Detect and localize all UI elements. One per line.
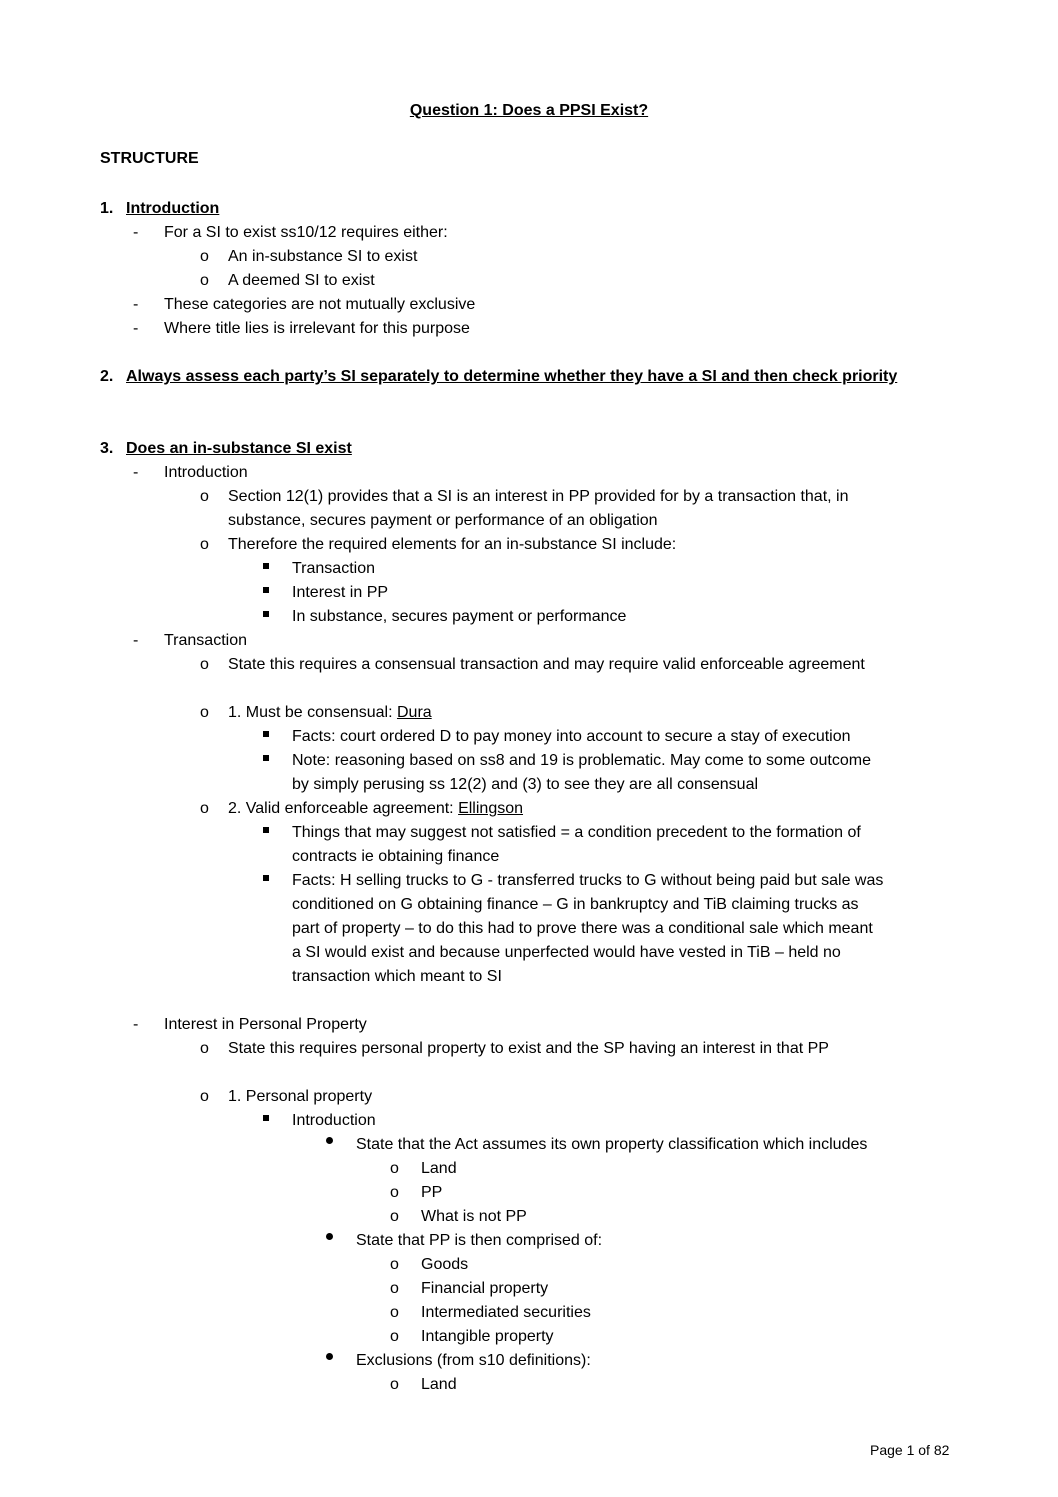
element-3: In substance, secures payment or performance <box>292 608 627 625</box>
element-2: Interest in PP <box>292 584 389 601</box>
s3-intro-b: Therefore the required elements for an in-substance SI include: <box>228 536 677 553</box>
page-title: Question 1: Does a PPSI Exist? <box>409 102 649 119</box>
s1-line-5: Where title lies is irrelevant for this purpose <box>164 320 470 337</box>
s1-line-3: A deemed SI to exist <box>228 272 375 289</box>
transaction-a: State this requires a consensual transaction and may require valid enforceable agreement <box>228 656 865 673</box>
circle-bullet: o <box>390 1328 399 1345</box>
square-bullet <box>263 563 269 569</box>
section-3-heading: 3. Does an in-substance SI exist <box>100 440 352 457</box>
s1-line-1: For a SI to exist ss10/12 requires either: <box>164 224 448 241</box>
square-bullet <box>263 611 269 617</box>
classification-1: Land <box>421 1160 457 1177</box>
s1-line-4: These categories are not mutually exclusive <box>164 296 476 313</box>
square-bullet <box>263 587 269 593</box>
exclusions-line: Exclusions (from s10 definitions): <box>356 1352 591 1369</box>
structure-heading: STRUCTURE <box>100 150 199 167</box>
case-ellingson: Ellingson <box>458 800 524 817</box>
classification-line: State that the Act assumes its own property classification which includes <box>356 1136 868 1153</box>
transaction-b-1: Facts: court ordered D to pay money into account to secure a stay of execution <box>292 728 851 745</box>
interest-pp-a: State this requires personal property to exist and the SP having an interest in that PP <box>228 1040 829 1057</box>
square-bullet <box>263 827 269 833</box>
circle-bullet: o <box>200 800 209 817</box>
circle-bullet: o <box>390 1208 399 1225</box>
dash-bullet: - <box>133 1016 139 1033</box>
interest-pp-b: 1. Personal property <box>228 1088 373 1105</box>
dash-bullet: - <box>133 320 139 337</box>
round-bullet <box>326 1137 333 1144</box>
s3-intro-a-line-1: Section 12(1) provides that a SI is an interest in PP provided for by a transaction that, in <box>228 488 849 505</box>
s3-intro: Introduction <box>164 464 248 481</box>
dash-bullet: - <box>133 632 139 649</box>
interest-pp-heading: Interest in Personal Property <box>164 1016 367 1033</box>
circle-bullet: o <box>390 1256 399 1273</box>
circle-bullet: o <box>390 1304 399 1321</box>
circle-bullet: o <box>390 1160 399 1177</box>
square-bullet <box>263 1115 269 1121</box>
circle-bullet: o <box>390 1280 399 1297</box>
transaction-c-1-line-2: contracts ie obtaining finance <box>292 848 500 865</box>
circle-bullet: o <box>200 248 209 265</box>
composition-2: Financial property <box>421 1280 549 1297</box>
transaction-c-2-line-4: a SI would exist and because unperfected would have vested in TiB – held no <box>292 944 841 961</box>
page-number: Page 1 of 82 <box>870 1442 950 1458</box>
square-bullet <box>263 731 269 737</box>
composition-3: Intermediated securities <box>421 1304 591 1321</box>
circle-bullet: o <box>200 488 209 505</box>
composition-1: Goods <box>421 1256 469 1273</box>
transaction-b-2-line-2: by simply perusing ss 12(2) and (3) to see they are all consensual <box>292 776 759 793</box>
round-bullet <box>326 1233 333 1240</box>
dash-bullet: - <box>133 224 139 241</box>
circle-bullet: o <box>200 704 209 721</box>
composition-4: Intangible property <box>421 1328 554 1345</box>
classification-3: What is not PP <box>421 1208 527 1225</box>
circle-bullet: o <box>200 536 209 553</box>
classification-2: PP <box>421 1184 443 1201</box>
transaction-c-2-line-2: conditioned on G obtaining finance – G in bankruptcy and TiB claiming trucks as <box>292 896 859 913</box>
transaction-heading: Transaction <box>164 632 247 649</box>
exclusion-1: Land <box>421 1376 457 1393</box>
case-dura: Dura <box>396 704 432 721</box>
s3-intro-a-line-2: substance, secures payment or performance of an obligation <box>228 512 658 529</box>
dash-bullet: - <box>133 464 139 481</box>
transaction-b: 1. Must be consensual: Dura <box>228 704 432 721</box>
transaction-c-2-line-5: transaction which meant to SI <box>292 968 502 985</box>
round-bullet <box>326 1353 333 1360</box>
square-bullet <box>263 875 269 881</box>
transaction-c: 2. Valid enforceable agreement: Ellingson <box>228 800 524 817</box>
element-1: Transaction <box>292 560 375 577</box>
composition-line: State that PP is then comprised of: <box>356 1232 603 1249</box>
transaction-c-2-line-1: Facts: H selling trucks to G - transferred trucks to G without being paid but sale was <box>292 872 884 889</box>
transaction-c-1-line-1: Things that may suggest not satisfied = a condition precedent to the formation of <box>292 824 861 841</box>
square-bullet <box>263 755 269 761</box>
circle-bullet: o <box>200 1040 209 1057</box>
s1-line-2: An in-substance SI to exist <box>228 248 418 265</box>
transaction-c-2-line-3: part of property – to do this had to prove there was a conditional sale which meant <box>292 920 873 937</box>
circle-bullet: o <box>200 272 209 289</box>
section-1-heading: 1. Introduction <box>100 200 220 217</box>
circle-bullet: o <box>200 656 209 673</box>
circle-bullet: o <box>390 1376 399 1393</box>
pp-introduction: Introduction <box>292 1112 376 1129</box>
dash-bullet: - <box>133 296 139 313</box>
section-2-heading: 2. Always assess each party’s SI separately to determine whether they have a SI and then check priority <box>100 368 898 385</box>
circle-bullet: o <box>390 1184 399 1201</box>
transaction-b-2-line-1: Note: reasoning based on ss8 and 19 is problematic. May come to some outcome <box>292 752 871 769</box>
circle-bullet: o <box>200 1088 209 1105</box>
